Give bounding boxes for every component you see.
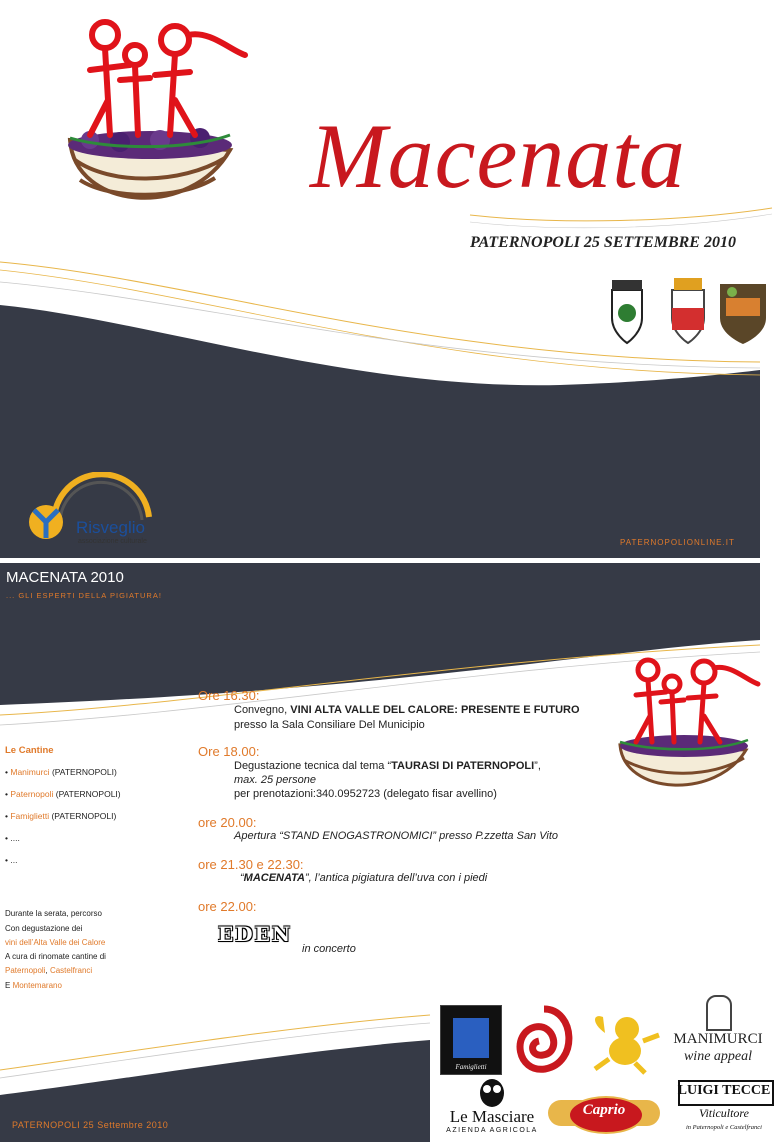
event-description: Convegno, VINI ALTA VALLE DEL CALORE: PRESENTE E FUTURO — [234, 704, 580, 716]
event-capacity: max. 25 persone — [234, 774, 316, 786]
event-description: Degustazione tecnica dal tema “TAURASI DI PATERNOPOLI”, — [234, 760, 541, 772]
cherub-logo — [585, 1003, 663, 1075]
note-line: A cura di rinomate cantine di — [5, 952, 106, 961]
time-label: ore 21.30 e 22.30: — [198, 857, 304, 872]
note-line: vini dell’Alta Valle dei Calore — [5, 938, 106, 947]
note-line: Con degustazione dei — [5, 924, 83, 933]
owl-icon — [440, 1075, 544, 1107]
event-title: Macenata — [310, 105, 686, 207]
note-line: Paternopoli, Castelfranci — [5, 966, 93, 975]
event-description: “MACENATA”, l’antica pigiatura dell’uva con i piedi — [240, 872, 488, 884]
macenata-logo-small — [606, 650, 766, 795]
time-label: Ore 16.30: — [198, 688, 260, 703]
event-booking: per prenotazioni:340.0952723 (delegato fisar avellino) — [234, 788, 497, 800]
list-item: • Paternopoli (PATERNOPOLI) — [5, 789, 121, 799]
footer-date: PATERNOPOLI 25 Settembre 2010 — [12, 1120, 169, 1130]
list-item: • ... — [5, 855, 18, 865]
website-link[interactable]: PATERNOPOLIONLINE.IT — [620, 538, 735, 547]
coats-of-arms — [602, 278, 772, 348]
caprio-logo: Caprio — [548, 1094, 660, 1134]
time-label: Ore 18.00: — [198, 744, 260, 759]
association-tagline: associazione culturale — [78, 538, 147, 545]
time-label: ore 22.00: — [198, 899, 257, 914]
list-item: • Manimurci (PATERNOPOLI) — [5, 767, 117, 777]
event-description: in concerto — [302, 943, 356, 955]
crest-icon — [612, 280, 642, 343]
macenata-logo — [50, 10, 250, 220]
manimurci-logo: MANIMURCI wine appeal — [664, 995, 772, 1073]
tecce-logo: LUIGI TECCE Viticultore in Paternopoli e Castelfranci — [676, 1080, 772, 1138]
event-location: presso la Sala Consiliare Del Municipio — [234, 719, 425, 731]
section-title: MACENATA 2010 — [6, 569, 124, 586]
event-subtitle: PATERNOPOLI 25 SETTEMBRE 2010 — [470, 234, 736, 251]
note-line: Durante la serata, percorso — [5, 909, 102, 918]
note-line: E Montemarano — [5, 981, 62, 990]
crest-icon — [672, 278, 704, 343]
list-item: • .... — [5, 833, 20, 843]
list-item: • Famiglietti (PATERNOPOLI) — [5, 811, 117, 821]
event-description: Apertura “STAND ENOGASTRONOMICI” presso P.zzetta San Vito — [234, 830, 558, 842]
wineries-title: Le Cantine — [5, 745, 54, 756]
association-name: Risveglio — [76, 518, 145, 537]
section-subtitle: ... GLI ESPERTI DELLA PIGIATURA! — [6, 591, 162, 600]
crest-icon — [720, 284, 766, 344]
time-label: ore 20.00: — [198, 815, 257, 830]
band-logo: EDEN — [218, 922, 293, 946]
spiral-logo — [505, 1003, 583, 1075]
masciare-logo: Le Masciare AZIENDA AGRICOLA — [440, 1075, 544, 1137]
famiglietti-logo: Famiglietti — [440, 1005, 502, 1075]
